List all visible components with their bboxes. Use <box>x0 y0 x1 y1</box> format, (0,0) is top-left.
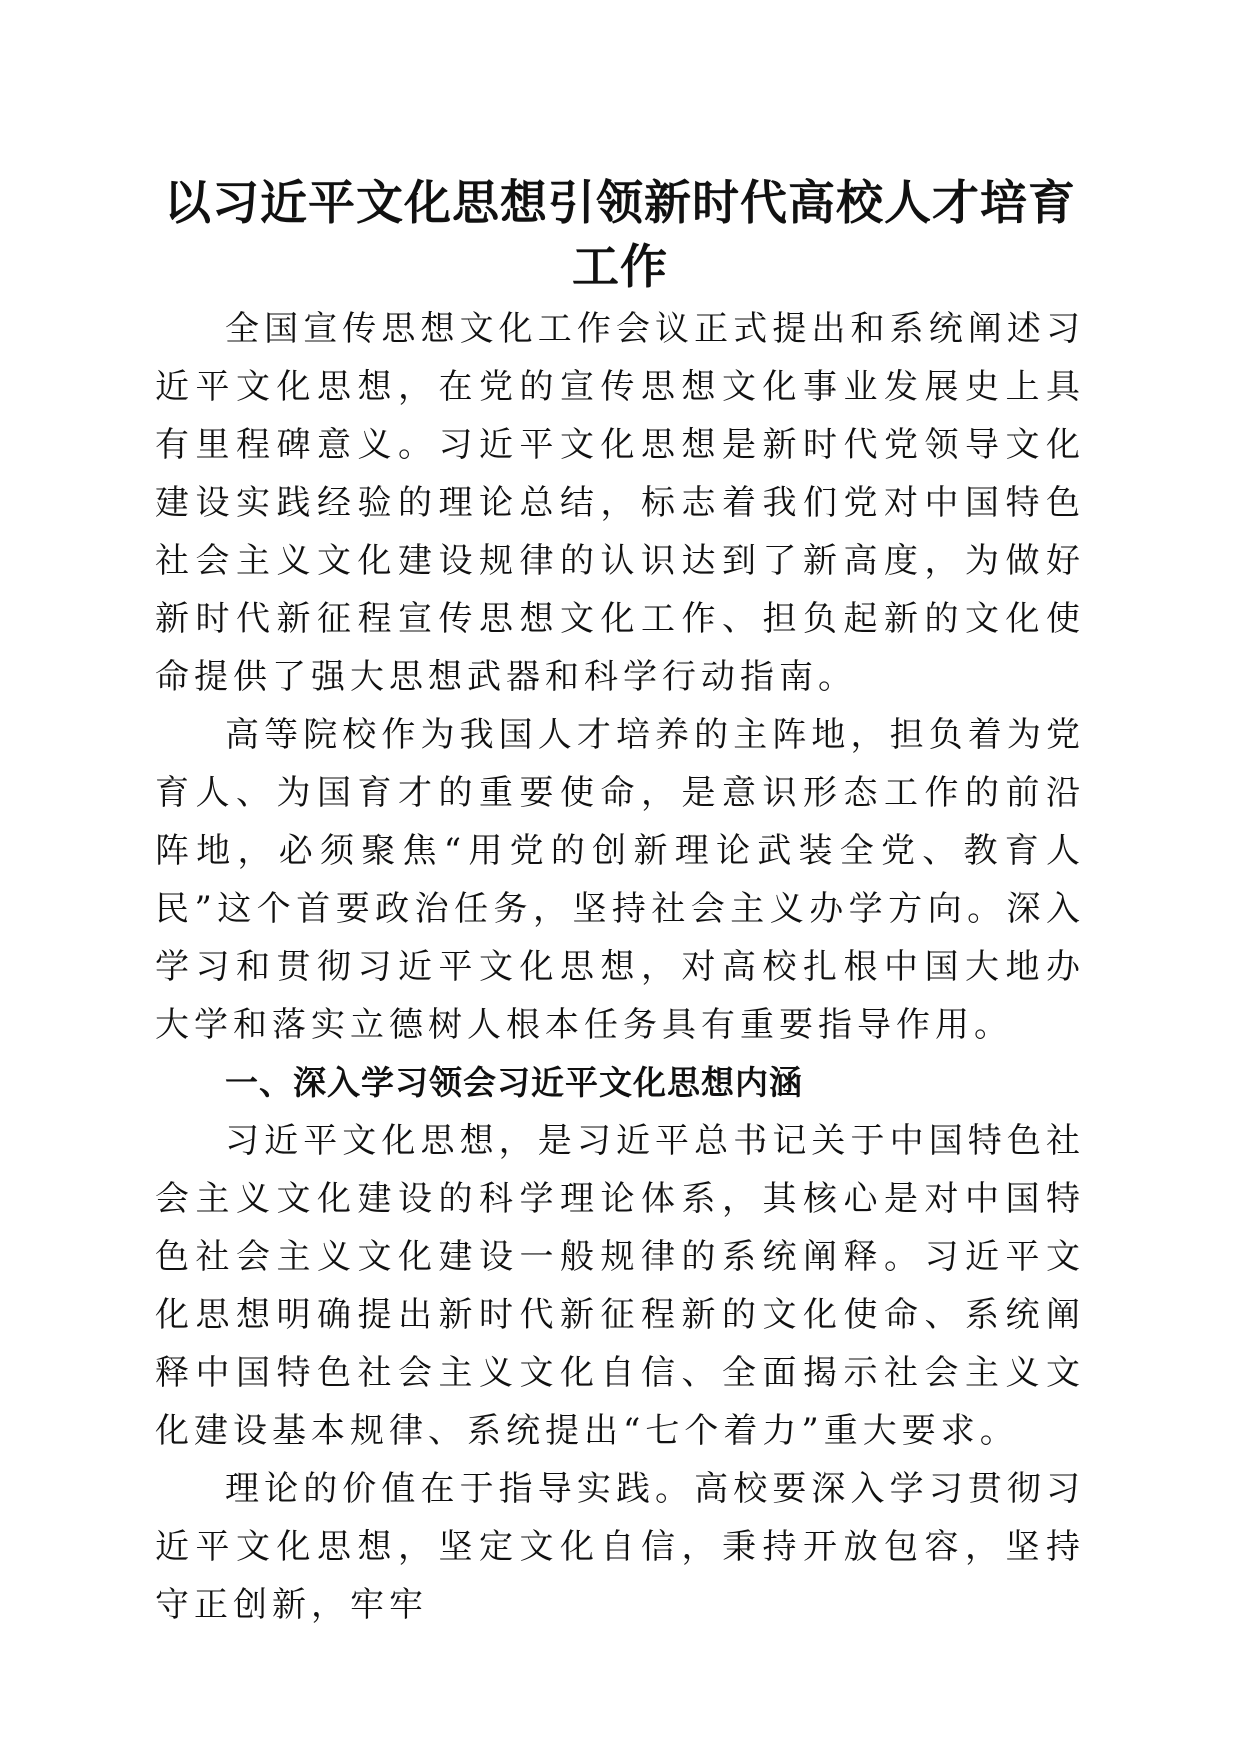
section-heading: 一、深入学习领会习近平文化思想内涵 <box>225 1063 803 1102</box>
document-body <box>155 300 1085 1634</box>
section-paragraph-1: 习近平文化思想，是习近平总书记关于中国特色社会主义文化建设的科学理论体系，其核心是对中国特色社会主义文化建设一般规律的系统阐释。习近平文化思想明确提出新时代新征程新的文化使命、系统阐释中国特色社会主义文化自信、全面揭示社会主义文化建设基本规律、系统提出“七个着力”重大要求。 <box>155 1121 1085 1451</box>
intro-paragraph-2: 高等院校作为我国人才培养的主阵地，担负着为党育人、为国育才的重要使命，是意识形态工作的前沿阵地，必须聚焦“用党的创新理论武装全党、教育人民”这个首要政治任务，坚持社会主义办学方向。深入学习和贯彻习近平文化思想，对高校扎根中国大地办大学和落实立德树人根本任务具有重要指导作用。 <box>155 715 1085 1045</box>
document-title: 以习近平文化思想引领新时代高校人才培育工作 <box>164 176 1076 295</box>
intro-paragraph-1: 全国宣传思想文化工作会议正式提出和系统阐述习近平文化思想，在党的宣传思想文化事业发展史上具有里程碑意义。习近平文化思想是新时代党领导文化建设实践经验的理论总结，标志着我们党对中国特色社会主义文化建设规律的认识达到了新高度，为做好新时代新征程宣传思想文化工作、担负起新的文化使命提供了强大思想武器和科学行动指南。 <box>155 309 1085 697</box>
section-paragraph-2: 理论的价值在于指导实践。高校要深入学习贯彻习近平文化思想，坚定文化自信，秉持开放包容，坚持守正创新，牢牢 <box>155 1469 1085 1625</box>
